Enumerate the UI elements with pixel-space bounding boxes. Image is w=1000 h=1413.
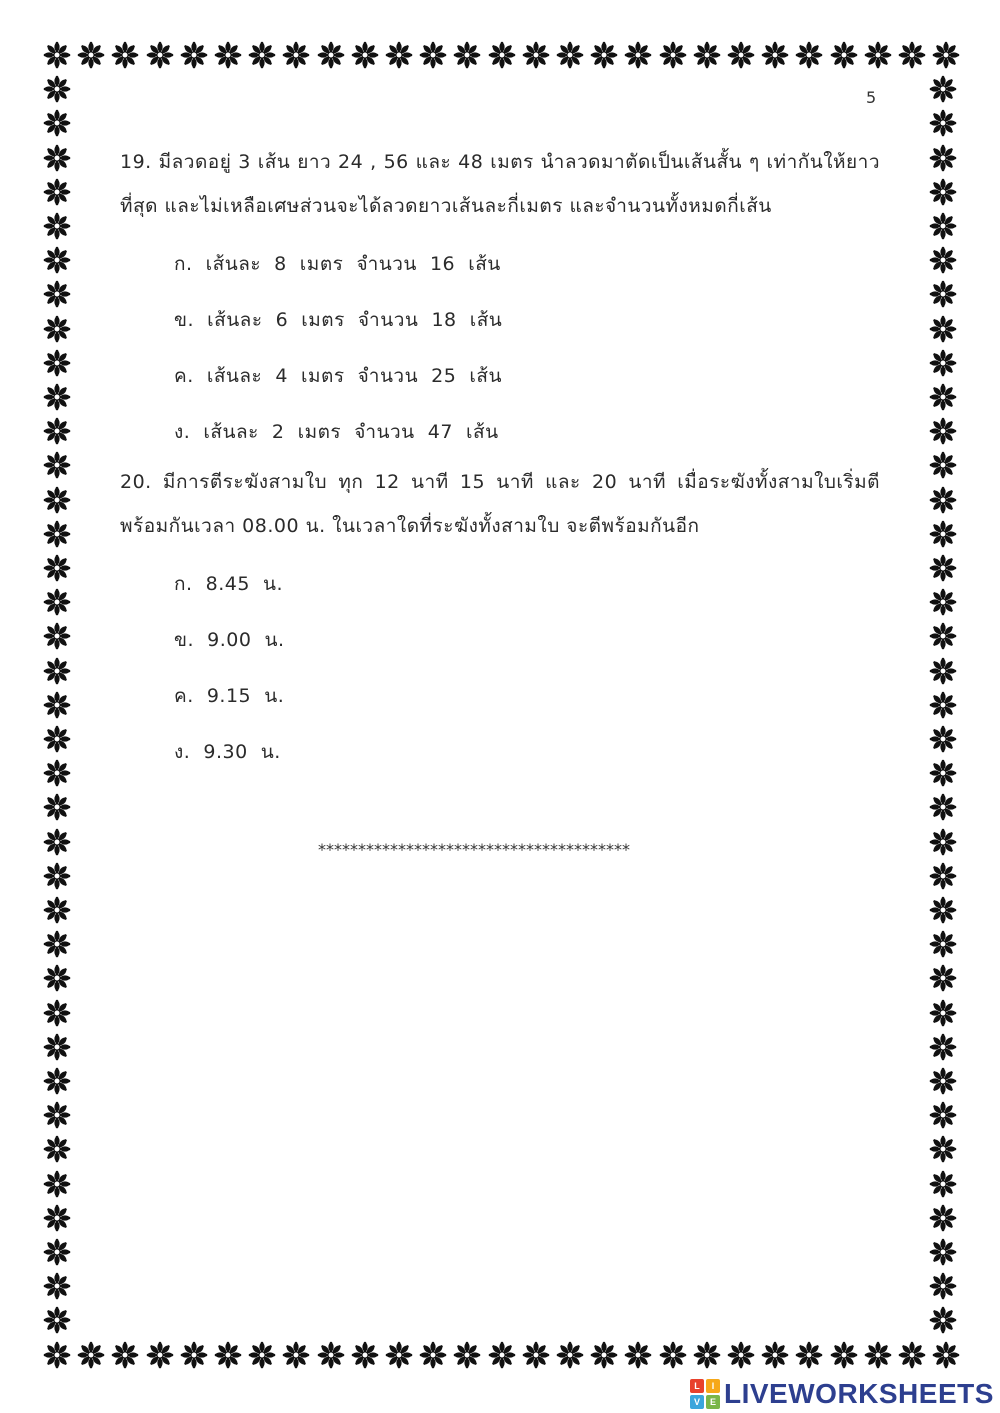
star-ornament-icon [42, 1134, 72, 1164]
star-ornament-icon [726, 40, 756, 70]
star-ornament-icon [928, 519, 958, 549]
page-number: 5 [866, 88, 877, 107]
star-ornament-icon [623, 40, 653, 70]
question-text: 20. มีการตีระฆังสามใบ ทุก 12 นาที 15 นาที และ 20 นาที เมื่อระฆังทั้งสามใบเริ่มตีพร้อมกันเวลา 08.00 น. ในเวลาใดที่ระฆังทั้งสามใบ จะตีพร้อมกันอีก [120, 471, 880, 537]
star-ornament-icon [316, 40, 346, 70]
star-ornament-icon [928, 587, 958, 617]
question-19 [120, 140, 880, 460]
star-ornament-icon [928, 827, 958, 857]
choice-list [174, 556, 880, 780]
star-ornament-icon [897, 40, 927, 70]
star-ornament-icon [928, 245, 958, 275]
star-ornament-icon [863, 40, 893, 70]
star-ornament-icon [829, 40, 859, 70]
star-ornament-icon [42, 485, 72, 515]
star-ornament-icon [42, 998, 72, 1028]
choice-d[interactable]: ง. 9.30 น. [174, 741, 281, 763]
star-ornament-icon [179, 1340, 209, 1370]
star-ornament-icon [928, 1203, 958, 1233]
star-ornament-icon [42, 827, 72, 857]
star-ornament-icon [110, 40, 140, 70]
star-ornament-icon [145, 1340, 175, 1370]
star-ornament-icon [623, 1340, 653, 1370]
star-ornament-icon [42, 450, 72, 480]
star-ornament-icon [42, 108, 72, 138]
star-ornament-icon [42, 1271, 72, 1301]
star-ornament-icon [555, 40, 585, 70]
star-ornament-icon [384, 40, 414, 70]
star-ornament-icon [42, 656, 72, 686]
choice-b[interactable]: ข. 9.00 น. [174, 629, 285, 651]
star-ornament-icon [928, 553, 958, 583]
star-ornament-icon [42, 963, 72, 993]
star-ornament-icon [658, 40, 688, 70]
liveworksheets-logo-icon [690, 1379, 720, 1409]
question-text: 19. มีลวดอยู่ 3 เส้น ยาว 24 , 56 และ 48 เมตร นำลวดมาตัดเป็นเส้นสั้น ๆ เท่ากันให้ยาวที่สุด และไม่เหลือเศษส่วนจะได้ลวดยาวเส้นละกี่เมตร และจำนวนทั้งหมดกี่เส้น [120, 151, 880, 217]
star-ornament-icon [794, 1340, 824, 1370]
star-ornament-icon [452, 40, 482, 70]
star-ornament-icon [418, 40, 448, 70]
star-ornament-icon [42, 895, 72, 925]
star-ornament-icon [42, 279, 72, 309]
choice-a[interactable]: ก. 8.45 น. [174, 573, 284, 595]
star-ornament-icon [928, 724, 958, 754]
star-ornament-icon [928, 929, 958, 959]
star-ornament-icon [76, 40, 106, 70]
star-ornament-icon [42, 758, 72, 788]
star-ornament-icon [42, 1340, 72, 1370]
star-ornament-icon [928, 895, 958, 925]
choice-list [174, 236, 880, 460]
star-ornament-icon [213, 40, 243, 70]
star-ornament-icon [928, 1305, 958, 1335]
star-ornament-icon [928, 998, 958, 1028]
star-ornament-icon [928, 485, 958, 515]
star-ornament-icon [928, 348, 958, 378]
star-ornament-icon [928, 861, 958, 891]
star-ornament-icon [42, 1169, 72, 1199]
star-ornament-icon [42, 929, 72, 959]
star-ornament-icon [928, 656, 958, 686]
star-ornament-icon [928, 621, 958, 651]
star-ornament-icon [521, 1340, 551, 1370]
star-ornament-icon [281, 40, 311, 70]
star-ornament-icon [42, 1305, 72, 1335]
star-ornament-icon [760, 40, 790, 70]
star-ornament-icon [658, 1340, 688, 1370]
star-ornament-icon [42, 587, 72, 617]
star-ornament-icon [928, 450, 958, 480]
star-ornament-icon [42, 143, 72, 173]
choice-c[interactable]: ค. เส้นละ 4 เมตร จำนวน 25 เส้น [174, 365, 503, 387]
liveworksheets-text: LIVEWORKSHEETS [724, 1378, 994, 1409]
star-ornament-icon [42, 1066, 72, 1096]
star-ornament-icon [145, 40, 175, 70]
star-ornament-icon [726, 1340, 756, 1370]
star-ornament-icon [42, 245, 72, 275]
star-ornament-icon [42, 314, 72, 344]
star-ornament-icon [794, 40, 824, 70]
star-ornament-icon [928, 1066, 958, 1096]
star-ornament-icon [42, 861, 72, 891]
star-ornament-icon [42, 211, 72, 241]
star-ornament-icon [247, 1340, 277, 1370]
star-ornament-icon [76, 1340, 106, 1370]
star-ornament-icon [931, 1340, 961, 1370]
star-ornament-icon [928, 314, 958, 344]
star-ornament-icon [760, 1340, 790, 1370]
star-ornament-icon [42, 348, 72, 378]
star-ornament-icon [247, 40, 277, 70]
star-ornament-icon [42, 1100, 72, 1130]
star-ornament-icon [928, 74, 958, 104]
star-ornament-icon [42, 553, 72, 583]
star-ornament-icon [555, 1340, 585, 1370]
star-ornament-icon [179, 40, 209, 70]
choice-b[interactable]: ข. เส้นละ 6 เมตร จำนวน 18 เส้น [174, 309, 503, 331]
star-ornament-icon [487, 40, 517, 70]
star-ornament-icon [928, 177, 958, 207]
star-ornament-icon [42, 621, 72, 651]
star-ornament-icon [42, 724, 72, 754]
star-ornament-icon [418, 1340, 448, 1370]
star-ornament-icon [589, 1340, 619, 1370]
star-ornament-icon [928, 963, 958, 993]
star-ornament-icon [350, 1340, 380, 1370]
star-ornament-icon [928, 690, 958, 720]
star-ornament-icon [42, 177, 72, 207]
star-ornament-icon [928, 1271, 958, 1301]
star-ornament-icon [829, 1340, 859, 1370]
star-ornament-icon [42, 416, 72, 446]
star-ornament-icon [928, 758, 958, 788]
star-ornament-icon [42, 690, 72, 720]
star-ornament-icon [897, 1340, 927, 1370]
star-ornament-icon [928, 143, 958, 173]
star-ornament-icon [692, 40, 722, 70]
star-ornament-icon [42, 382, 72, 412]
star-ornament-icon [213, 1340, 243, 1370]
choice-c[interactable]: ค. 9.15 น. [174, 685, 285, 707]
liveworksheets-watermark [690, 1378, 994, 1410]
star-ornament-icon [928, 382, 958, 412]
star-ornament-icon [42, 519, 72, 549]
star-ornament-icon [928, 1032, 958, 1062]
star-ornament-icon [42, 40, 72, 70]
star-ornament-icon [452, 1340, 482, 1370]
star-ornament-icon [928, 1237, 958, 1267]
star-ornament-icon [384, 1340, 414, 1370]
star-ornament-icon [42, 792, 72, 822]
star-ornament-icon [928, 1134, 958, 1164]
star-ornament-icon [521, 40, 551, 70]
star-ornament-icon [110, 1340, 140, 1370]
choice-a[interactable]: ก. เส้นละ 8 เมตร จำนวน 16 เส้น [174, 253, 501, 275]
logo-letter: V [690, 1395, 704, 1409]
star-ornament-icon [589, 40, 619, 70]
star-ornament-icon [350, 40, 380, 70]
star-ornament-icon [42, 74, 72, 104]
star-ornament-icon [928, 1169, 958, 1199]
logo-letter: L [690, 1379, 704, 1393]
star-ornament-icon [928, 211, 958, 241]
star-ornament-icon [928, 279, 958, 309]
star-ornament-icon [931, 40, 961, 70]
star-ornament-icon [928, 416, 958, 446]
star-ornament-icon [316, 1340, 346, 1370]
question-20 [120, 460, 880, 780]
star-ornament-icon [863, 1340, 893, 1370]
worksheet-content [120, 140, 880, 780]
star-ornament-icon [281, 1340, 311, 1370]
star-ornament-icon [692, 1340, 722, 1370]
star-ornament-icon [42, 1237, 72, 1267]
logo-letter: E [706, 1395, 720, 1409]
end-separator: *************************************** [318, 840, 630, 859]
choice-d[interactable]: ง. เส้นละ 2 เมตร จำนวน 47 เส้น [174, 421, 499, 443]
star-ornament-icon [928, 108, 958, 138]
star-ornament-icon [487, 1340, 517, 1370]
star-ornament-icon [42, 1203, 72, 1233]
star-ornament-icon [42, 1032, 72, 1062]
star-ornament-icon [928, 792, 958, 822]
logo-letter: I [706, 1379, 720, 1393]
star-ornament-icon [928, 1100, 958, 1130]
